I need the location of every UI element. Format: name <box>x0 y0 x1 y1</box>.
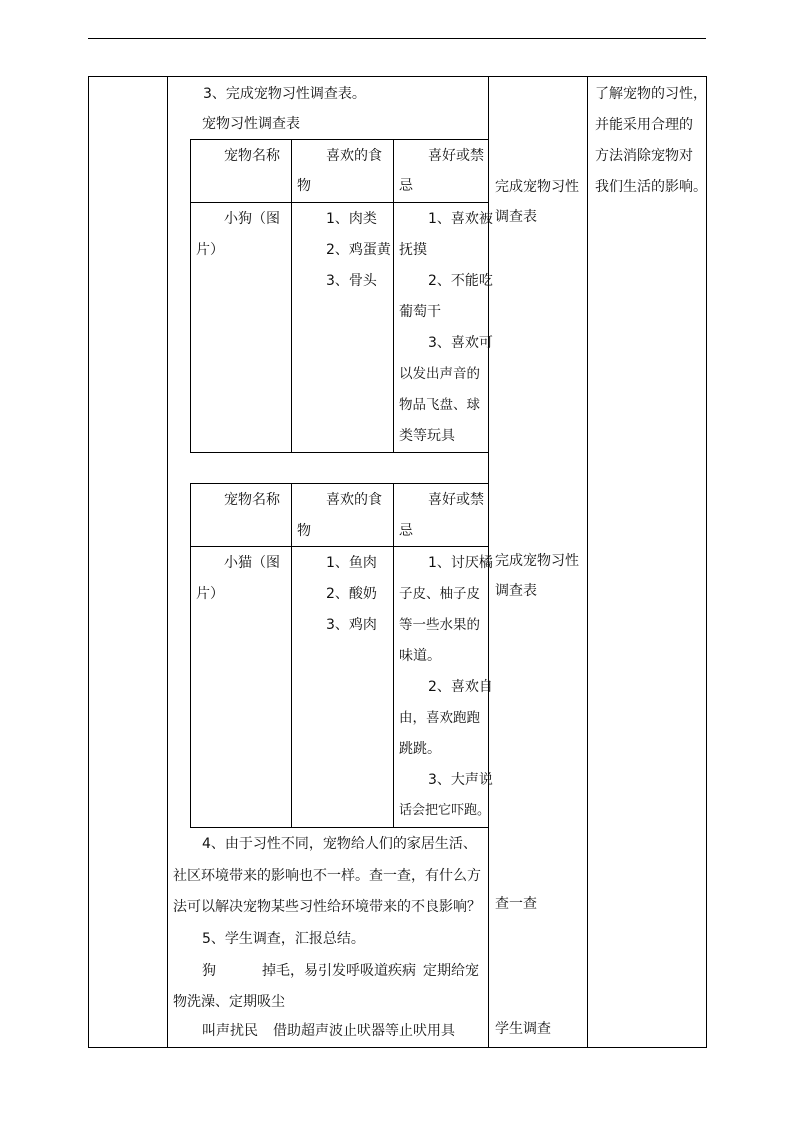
cat-header-food-cont: 物 <box>297 523 311 539</box>
cat-food-item: 3、鸡肉 <box>326 617 377 633</box>
cat-habit-line: 味道。 <box>399 648 441 664</box>
dog-header-food-cont: 物 <box>297 178 311 194</box>
dog-name-cont: 片） <box>196 242 224 258</box>
cat-habit-line: 2、喜欢自 <box>428 679 493 695</box>
cat-habit-line: 等一些水果的 <box>399 617 480 633</box>
cat-table-top <box>190 483 488 484</box>
activity-item: 完成宠物习性 <box>495 179 579 195</box>
dog-header-habit-cont: 忌 <box>399 178 413 194</box>
dog-habit-line: 抚摸 <box>399 242 427 258</box>
dog-habit-line: 1、喜欢被 <box>428 211 493 227</box>
cat-habit-line: 子皮、柚子皮 <box>399 586 480 602</box>
dog-line-cont: 物洗澡、定期吸尘 <box>173 994 285 1010</box>
cat-header-food: 喜欢的食 <box>326 492 382 508</box>
dog-table-left <box>190 139 191 453</box>
activity-item-cont: 调查表 <box>495 583 537 599</box>
dog-name: 小狗（图 <box>224 211 280 227</box>
cat-header-name: 宠物名称 <box>224 492 280 508</box>
cat-table-left <box>190 483 191 828</box>
table-bottom-border <box>88 1047 706 1048</box>
dog-habit-line: 类等玩具 <box>399 428 455 444</box>
dog-table-header-rule <box>190 202 488 203</box>
dog-habit-line: 葡萄干 <box>399 304 441 320</box>
table-right-border <box>706 76 707 1048</box>
cat-habit-line: 1、讨厌橘 <box>428 555 493 571</box>
dog-line-label: 狗 <box>202 963 216 979</box>
cat-table-header-rule <box>190 546 488 547</box>
dog-table-top <box>190 139 488 140</box>
dog-table-bottom <box>190 452 488 453</box>
dog-habit-line: 3、喜欢可 <box>428 335 493 351</box>
bark-issue: 叫声扰民 <box>202 1023 258 1039</box>
step4-line: 4、由于习性不同，宠物给人们的家居生活、 <box>202 836 477 852</box>
goal-line: 方法消除宠物对 <box>595 148 693 164</box>
goal-line: 并能采用合理的 <box>595 117 693 133</box>
cat-food-item: 1、鱼肉 <box>326 555 377 571</box>
dog-header-name: 宠物名称 <box>224 148 280 164</box>
dog-habit-line: 物品飞盘、球 <box>399 397 480 413</box>
table-caption: 宠物习性调查表 <box>202 116 300 132</box>
cat-table-col-1 <box>291 483 292 828</box>
cat-table-bottom <box>190 827 488 828</box>
cat-food-item: 2、酸奶 <box>326 586 377 602</box>
cat-habit-line: 话会把它吓跑。 <box>399 803 491 818</box>
dog-table-col-2 <box>393 139 394 453</box>
goal-line: 我们生活的影响。 <box>595 179 707 195</box>
activity-item: 查一查 <box>495 896 537 912</box>
cat-habit-line: 由，喜欢跑跑 <box>399 710 480 726</box>
dog-food-item: 2、鸡蛋黄 <box>326 242 391 258</box>
dog-table-col-1 <box>291 139 292 453</box>
dog-line-issue: 掉毛，易引发呼吸道疾病 <box>262 963 416 979</box>
cat-header-habit-cont: 忌 <box>399 523 413 539</box>
cat-header-habit: 喜好或禁 <box>428 492 484 508</box>
cat-name: 小猫（图 <box>224 555 280 571</box>
dog-header-habit: 喜好或禁 <box>428 148 484 164</box>
header-rule <box>88 38 706 39</box>
step5-line: 5、学生调查，汇报总结。 <box>202 931 365 947</box>
cat-table-col-2 <box>393 483 394 828</box>
dog-habit-line: 2、不能吃 <box>428 273 493 289</box>
dog-line-fix: 定期给宠 <box>423 963 479 979</box>
dog-habit-line: 以发出声音的 <box>399 366 480 382</box>
col-divider-3 <box>587 76 588 1048</box>
step4-line: 社区环境带来的影响也不一样。查一查，有什么方 <box>173 868 481 884</box>
dog-header-food: 喜欢的食 <box>326 148 382 164</box>
dog-food-item: 3、骨头 <box>326 273 377 289</box>
cat-habit-line: 跳跳。 <box>399 741 441 757</box>
step3-heading: 3、完成宠物习性调查表。 <box>203 86 366 102</box>
step4-line: 法可以解决宠物某些习性给环境带来的不良影响？ <box>173 899 481 915</box>
activity-item: 学生调查 <box>495 1021 551 1037</box>
table-left-border <box>88 76 89 1048</box>
table-top-border <box>88 76 706 77</box>
cat-habit-line: 3、大声说 <box>428 772 493 788</box>
activity-item: 完成宠物习性 <box>495 553 579 569</box>
goal-line: 了解宠物的习性， <box>595 86 707 102</box>
dog-food-item: 1、肉类 <box>326 211 377 227</box>
cat-name-cont: 片） <box>196 586 224 602</box>
activity-item-cont: 调查表 <box>495 209 537 225</box>
col-divider-1 <box>167 76 168 1048</box>
bark-fix: 借助超声波止吠器等止吠用具 <box>273 1023 455 1039</box>
